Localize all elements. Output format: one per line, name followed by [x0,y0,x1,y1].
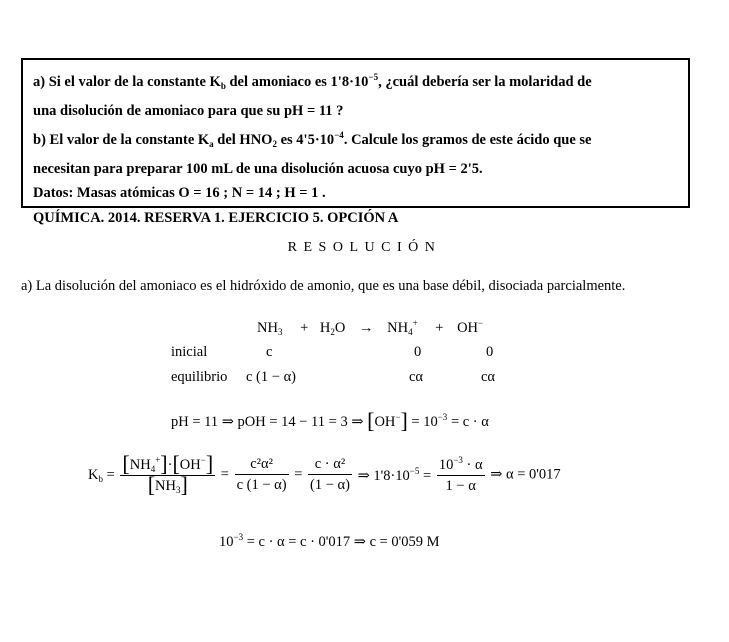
numerator: c²α² [235,456,289,475]
table-row-equilibrio-c2: cα [409,369,424,385]
problem-source-line: QUÍMICA. 2014. RESERVA 1. EJERCICIO 5. OPCIÓN A [33,209,399,226]
problem-b-line-2: necesitan para preparar 100 mL de una disolución acuosa cuyo pH = 2'5. [33,160,483,177]
superscript: − [395,412,401,422]
text: b) El valor de la constante K [33,132,210,148]
text: . Calcule los gramos de este ácido que se [343,132,592,148]
bracket-open: [ [122,451,130,476]
superscript: + [155,455,161,465]
text: 10 [438,457,454,473]
text: OH [457,320,479,336]
subscript: b [220,81,226,91]
table-row-inicial-c3: 0 [486,344,494,360]
bracket-close: ] [160,451,168,476]
text: + [435,320,444,336]
exponent: −5 [368,72,379,82]
table-row-inicial-label: inicial [171,344,208,360]
text: OH [374,414,396,430]
text: OH [179,457,201,473]
numerator [120,451,215,476]
arrow: → [358,320,374,336]
kb-symbol: $K_b$ = [88,466,115,484]
text: O [334,320,346,336]
numerator [437,455,485,476]
resolution-title: RESOLUCIÓN [287,240,442,255]
subscript: 4 [150,464,156,474]
resolution-paragraph: a) La disolución del amoniaco es el hidróxido de amonio, que es una base débil, disociada parcialmente. [21,278,626,294]
text: NH [129,457,151,473]
subscript: 3 [176,485,181,495]
text: del HNO [213,132,273,148]
equals: = [220,466,229,483]
text: NH [257,320,278,336]
denominator: 1 − α [445,478,476,494]
superscript: − [200,455,206,465]
problem-b-line-1 [33,123,678,157]
subscript: b [98,473,103,484]
kb-value: ⇒ $1'8\cdot 10^{-5}$ = [357,465,432,484]
subscript: 3 [277,327,283,337]
subscript: 2 [330,327,335,337]
problem-statement-box [21,58,690,226]
text: NH [387,320,409,336]
table-row-equilibrio-c3: cα [481,369,496,385]
bracket-close: ] [400,408,408,433]
bracket-open: [ [172,451,180,476]
subscript: a [209,139,214,149]
exponent: −3 [453,455,463,465]
table-row-inicial-c1: c [266,344,273,360]
text: es 4'5·10 [276,132,335,148]
problem-data-line: Datos: Masas atómicas O = 16 ; N = 14 ; H = 1 . [33,185,326,201]
problem-a-line-1 [33,65,678,99]
text: NH [155,478,176,494]
text: 10 [219,534,234,550]
text: pH = 11 ⇒ pOH = 14 − 11 = 3 ⇒ [171,414,364,430]
table-row-equilibrio-label: equilibrio [171,369,228,385]
denominator [120,472,215,497]
alpha-result: ⇒ α = 0'017 [490,466,561,483]
problem-a-line-2: una disolución de amoniaco para que su pH = 11 ? [33,102,344,119]
text: = 10 [411,414,438,430]
text: , ¿cuál debería ser la molaridad de [378,74,592,90]
text: · [167,457,173,473]
kb-fraction-1 [120,451,215,497]
exponent: −4 [334,130,344,140]
text: H [319,320,331,336]
superscript: − [478,318,484,328]
text: del amoniaco es 1'8·10 [225,74,369,90]
table-row-equilibrio-c1: c (1 − α) [246,369,296,385]
text: a) Si el valor de la constante K [33,74,221,90]
final-concentration [219,532,440,551]
ph-equation [171,408,489,433]
denominator: c (1 − α) [236,477,287,493]
table-row-inicial-c2: 0 [414,344,422,360]
kb-fraction-3 [308,456,352,494]
subscript: 4 [408,327,413,337]
superscript: + [412,318,418,328]
bracket-open: [ [367,408,375,433]
kb-fraction-2 [235,456,289,494]
kb-equation [88,451,561,497]
bracket-close: ] [205,451,214,476]
reaction-equation [257,318,483,337]
text: + [300,320,309,336]
exponent: −3 [233,532,244,542]
numerator: c · α² [308,456,352,475]
subscript: 2 [272,139,277,149]
denominator: (1 − α) [310,477,350,493]
exponent: −3 [437,412,448,422]
exponent: −5 [409,465,420,476]
text: K [88,466,99,483]
text: · α [466,457,483,473]
text: = c · α = c · 0'017 ⇒ c = 0'059 M [246,534,440,550]
bracket-open: [ [147,472,156,497]
bracket-close: ] [180,472,188,497]
text: = c · α [450,414,489,430]
kb-fraction-4 [437,455,485,495]
text: ⇒ 1'8·10 [357,467,410,484]
equals: = [294,466,303,483]
